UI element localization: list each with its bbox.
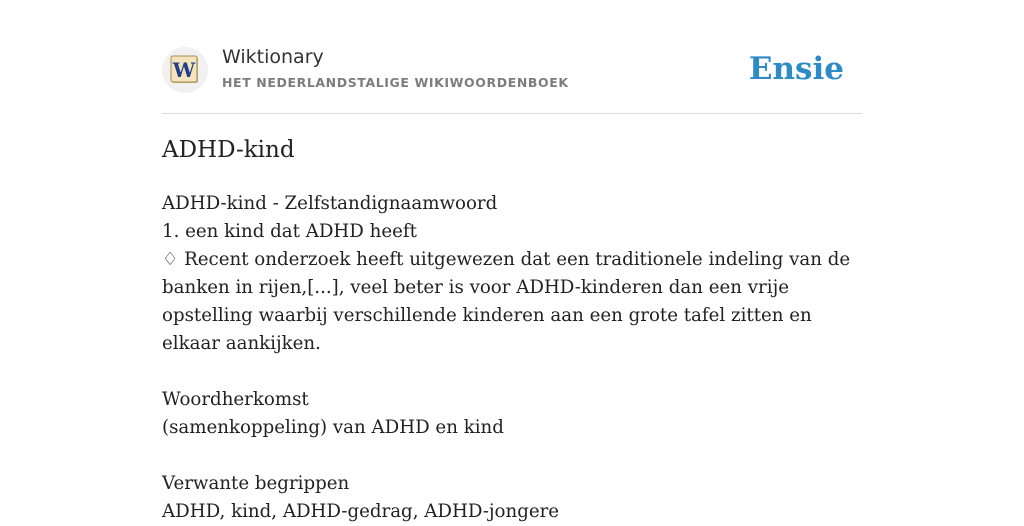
page-content [162, 0, 862, 522]
spacer [162, 358, 862, 386]
site-tagline: HET NEDERLANDSTALIGE WIKIWOORDENBOEK [222, 75, 569, 90]
example-sentence: ♢ Recent onderzoek heeft uitgewezen dat een traditionele indeling van de banken in rijen,[...], veel beter is voor ADHD-kinderen dan een vrije opstelling waarbij verschillende kinderen aan een grote tafel zitten en elkaar aankijken. [162, 249, 851, 354]
spacer [162, 442, 862, 470]
entry-body [162, 190, 862, 526]
ensie-logo-link[interactable]: Ensie [748, 51, 844, 87]
site-header [162, 0, 862, 114]
site-name[interactable]: Wiktionary [222, 46, 324, 68]
page-title: ADHD-kind [162, 137, 295, 163]
definition: 1. een kind dat ADHD heeft [162, 221, 417, 242]
word-type-line: ADHD-kind - Zelfstandignaamwoord [162, 193, 498, 214]
related-terms: ADHD, kind, ADHD-gedrag, ADHD-jongere [162, 501, 560, 522]
svg-text:W: W [172, 58, 196, 82]
related-heading: Verwante begrippen [162, 473, 350, 494]
etymology-heading: Woordherkomst [162, 389, 309, 410]
wiktionary-logo-icon[interactable] [162, 47, 208, 93]
w-tile-icon [169, 54, 201, 86]
etymology-text: (samenkoppeling) van ADHD en kind [162, 417, 504, 438]
